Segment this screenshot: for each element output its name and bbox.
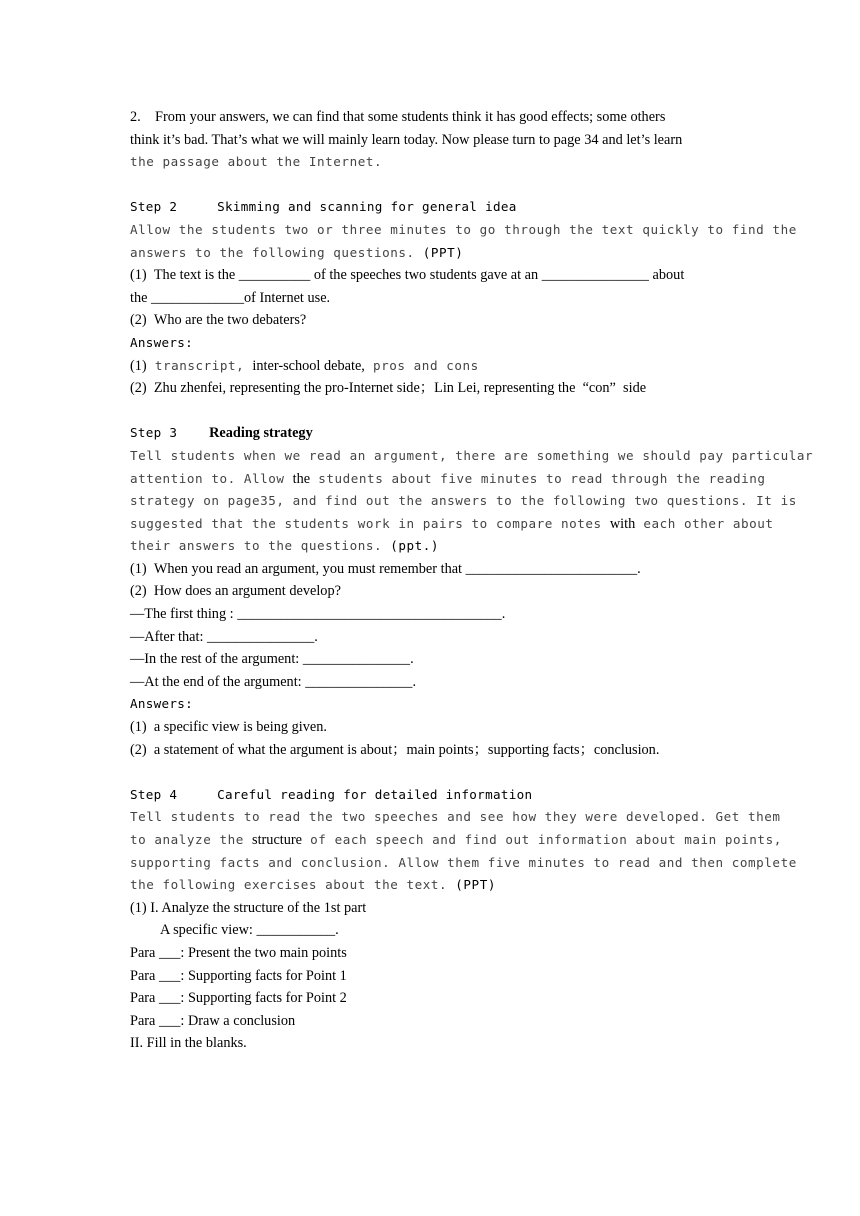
step2-answers-label: Answers:: [130, 334, 194, 350]
step3-desc-2: [130, 468, 766, 491]
intro-line-3: the passage about the Internet.: [130, 154, 383, 170]
step3-label: Step 3: [130, 425, 178, 441]
step2-ppt-tag: (PPT): [422, 244, 464, 260]
step3-desc-4: [130, 513, 774, 536]
step3-title: Reading strategy: [209, 425, 313, 442]
step2-answer-1-part-2: inter-school debate,: [252, 357, 365, 374]
step2-question-1-line-1: (1) The text is the __________ of the speeches two students gave at an _______________ about: [130, 267, 685, 284]
step4-exercise-1: (1) I. Analyze the structure of the 1st part: [130, 899, 367, 916]
step2-desc-2: [130, 242, 731, 265]
step4-title: Careful reading for detailed information: [217, 786, 533, 802]
step3-fill-2: —After that: _______________.: [130, 628, 318, 645]
step2-desc-1: Allow the students two or three minutes to go through the text quickly to find the: [130, 221, 797, 237]
step4-para-3: Para ___: Supporting facts for Point 2: [130, 990, 347, 1007]
step3-question-2: (2) How does an argument develop?: [130, 583, 341, 600]
step2-label: Step 2: [130, 199, 178, 215]
step4-desc-4-text: the following exercises about the text.: [130, 877, 448, 893]
step4-desc-2-b: structure: [252, 832, 303, 848]
step2-heading: [130, 196, 731, 219]
step2-desc-2-text: answers to the following questions.: [130, 244, 415, 260]
step2-answer-1: [130, 355, 731, 378]
step3-desc-4-c: each other about: [643, 515, 774, 531]
step3-desc-2-a: attention to. Allow: [130, 470, 285, 486]
step2-question-2: (2) Who are the two debaters?: [130, 312, 307, 329]
intro-line-2: think it’s bad. That’s what we will mainly learn today. Now please turn to page 34 and let’s learn: [130, 131, 683, 148]
step4-desc-1: Tell students to read the two speeches and see how they were developed. Get them: [130, 809, 781, 825]
step4-para-4: Para ___: Draw a conclusion: [130, 1012, 296, 1029]
step4-specific-view: A specific view: ___________.: [160, 922, 339, 939]
step4-desc-2: [130, 829, 782, 852]
step3-heading: [130, 422, 731, 445]
step2-answer-1-part-1: transcript,: [154, 357, 245, 373]
step2-answer-1-num: (1): [130, 357, 147, 374]
step2-answer-1-part-3: pros and cons: [373, 357, 479, 373]
step3-question-1: (1) When you read an argument, you must remember that ________________________.: [130, 560, 641, 577]
step3-desc-5-text: their answers to the questions.: [130, 538, 383, 554]
step4-label: Step 4: [130, 786, 178, 802]
step3-fill-4: —At the end of the argument: _______________.: [130, 673, 417, 690]
step2-title: Skimming and scanning for general idea: [217, 199, 517, 215]
step3-desc-2-c: students about five minutes to read through the reading: [318, 470, 766, 486]
step3-ppt-tag: (ppt.): [390, 538, 440, 554]
step4-heading: [130, 784, 731, 807]
step3-desc-3: strategy on page35, and find out the answers to the following two questions. It is: [130, 493, 797, 509]
step4-para-2: Para ___: Supporting facts for Point 1: [130, 967, 347, 984]
step3-desc-1: Tell students when we read an argument, there are something we should pay particular: [130, 447, 814, 463]
step3-desc-5: [130, 535, 731, 558]
step4-desc-2-c: of each speech and find out information about main points,: [310, 832, 782, 847]
step2-question-1-line-2: the _____________of Internet use.: [130, 289, 331, 306]
step3-answer-1: (1) a specific view is being given.: [130, 719, 327, 736]
step4-exercise-2: II. Fill in the blanks.: [130, 1035, 247, 1052]
step3-desc-2-b: the: [292, 470, 311, 487]
step4-desc-3: supporting facts and conclusion. Allow them five minutes to read and then complete: [130, 854, 797, 870]
step4-para-1: Para ___: Present the two main points: [130, 944, 347, 961]
step4-desc-4: [130, 874, 731, 897]
step4-ppt-tag: (PPT): [455, 877, 496, 893]
document-body: [130, 106, 814, 1055]
step2-answer-2: (2) Zhu zhenfei, representing the pro-Internet side；Lin Lei, representing the “con” side: [130, 380, 647, 397]
step3-desc-4-a: suggested that the students work in pairs to compare notes: [130, 515, 602, 531]
step3-fill-1: —The first thing : _____________________________________.: [130, 606, 506, 623]
step3-answers-label: Answers:: [130, 696, 194, 712]
intro-line-1: 2. From your answers, we can find that some students think it has good effects; some others: [130, 109, 666, 125]
step3-fill-3: —In the rest of the argument: _______________.: [130, 651, 414, 668]
step4-desc-2-a: to analyze the: [130, 832, 244, 847]
step3-answer-2: (2) a statement of what the argument is about；main points；supporting facts；conclusion.: [130, 741, 660, 758]
step3-desc-4-b: with: [609, 515, 636, 532]
